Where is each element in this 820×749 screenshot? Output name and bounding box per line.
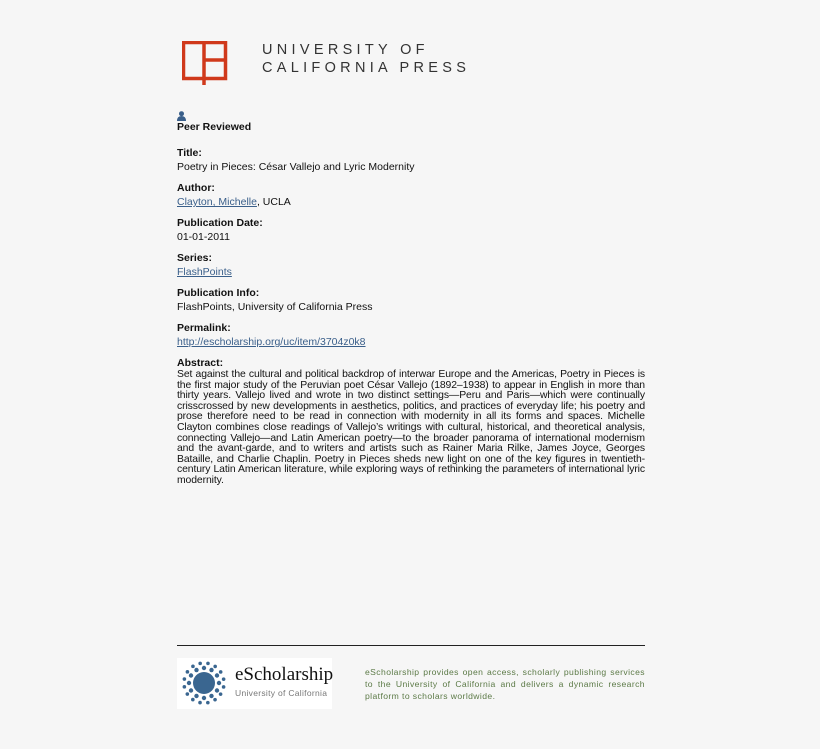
escholarship-logo[interactable] [177,658,332,709]
logo-dot [206,662,210,666]
author-link[interactable]: Clayton, Michelle [177,196,257,208]
escholarship-subtitle: University of California [235,688,328,698]
logo-dot [206,701,210,705]
logo-dot [213,665,217,669]
abstract-text: Set against the cultural and political backdrop of interwar Europe and the Americas, Poetry in Pieces is the first major study of the Peruvian poet César Vallejo (1892–1938) to appear in English in more than thirty years. Vallejo lived and wrote in two distinct settings—Peru and Paris—which were continually crisscrossed by new developments in aesthetics, politics, and practices of everyday life; his poetry and prose therefore need to be read in connection with modernity in all its forms and spaces. Michelle Clayton combines close readings of Vallejo’s writings with cultural, historical, and theoretical analysis, connecting Vallejo—and Latin American poetry—to the broader panorama of international modernism and the avant-garde, and to writers and artists such as Rainer Maria Rilke, James Joyce, Georges Bataille, and Charlie Chaplin. Poetry in Pieces sheds new light on one of the key figures in twentieth-century Latin American literature, while exploring ways of rethinking the parameters of international lyric modernity. [177,369,645,486]
pubinfo-value: FlashPoints, University of California Press [177,301,373,313]
date-label: Publication Date: [177,217,263,229]
author-label: Author: [177,182,215,194]
logo-dot [186,670,190,674]
logo-dot [189,673,193,677]
date-value: 01-01-2011 [177,231,230,243]
author-affiliation: , UCLA [256,196,291,208]
person-icon [177,111,186,121]
logo-dot [187,681,191,685]
logo-dot [209,694,213,698]
logo-dot [215,673,219,677]
logo-dot [215,688,219,692]
logo-dot [219,670,223,674]
series-label: Series: [177,252,213,264]
logo-dot [183,685,187,689]
publisher-line-1: UNIVERSITY OF [262,42,429,58]
series-value [177,265,645,279]
footer-divider [177,645,645,646]
pubinfo-label: Publication Info: [177,287,260,299]
logo-dot [198,662,202,666]
title-label: Title: [177,147,202,159]
title-value: Poetry in Pieces: César Vallejo and Lyric Modernity [177,161,415,173]
logo-dot [213,698,217,702]
logo-dot [202,666,206,670]
logo-dot [209,668,213,672]
logo-dot [222,677,226,681]
logo-dot [222,685,226,689]
logo-dot [194,668,198,672]
author-value [177,195,645,209]
logo-dot [202,696,206,700]
escholarship-burst-icon [179,658,231,709]
escholarship-name: eScholarship [235,664,334,685]
permalink-label: Permalink: [177,322,231,334]
logo-dot [191,698,195,702]
permalink-link[interactable]: http://escholarship.org/uc/item/3704z0k8 [177,336,366,348]
logo-dot [186,692,190,696]
publisher-name [262,41,470,77]
logo-dot [198,701,202,705]
logo-dot [194,694,198,698]
publisher-line-2: CALIFORNIA PRESS [262,60,471,76]
logo-dot [191,665,195,669]
logo-dot [217,681,221,685]
escholarship-description: eScholarship provides open access, scholarly publishing services to the University of California and delivers a dynamic research platform to scholars worldwide. [365,667,645,701]
logo-dot [183,677,187,681]
record-details [177,111,645,487]
uc-press-logo-icon [182,41,228,87]
abstract-label: Abstract: [177,357,224,369]
series-link[interactable]: FlashPoints [177,266,232,278]
permalink-value [177,335,645,349]
logo-dot [189,688,193,692]
logo-dot [219,692,223,696]
peer-reviewed-label: Peer Reviewed [177,121,252,133]
